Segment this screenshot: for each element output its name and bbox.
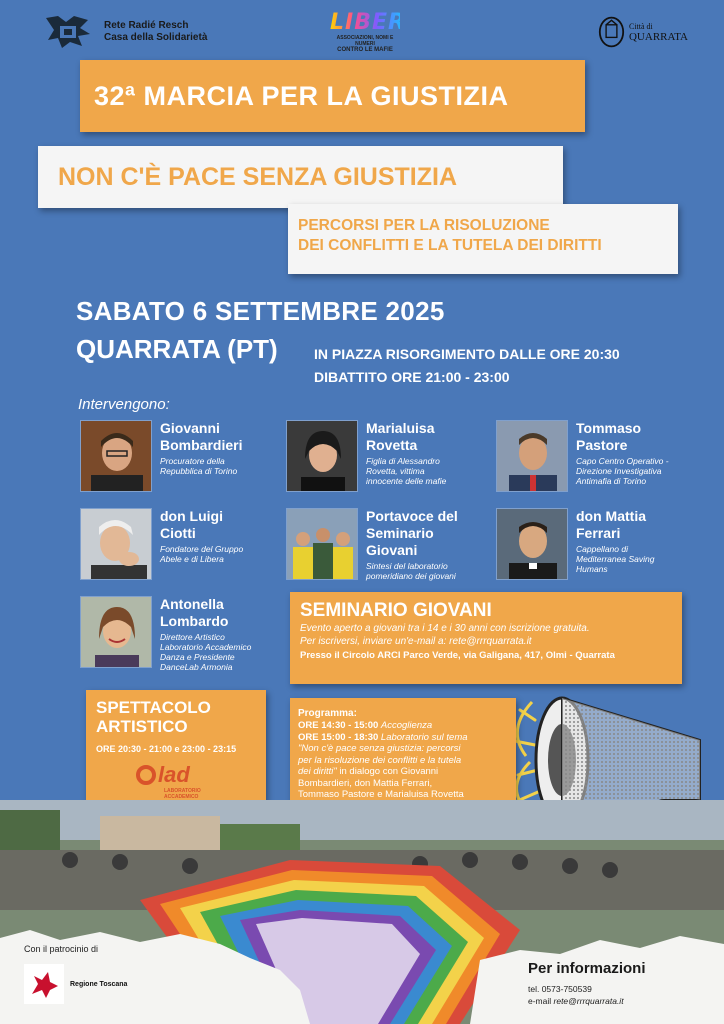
email-link[interactable]: rete@rrrquarrata.it [553,996,624,1006]
speaker-role: Capo Centro Operativo - Direzione Investigativa Antimafia di Torino [576,456,669,486]
speaker-photo [496,420,568,492]
seminar-location: Presso il Circolo ARCI Parco Verde, via Galigana, 417, Olmi - Quarrata [300,650,615,661]
regione-text: Regione Toscana [70,980,128,988]
speaker-name: don Luigi Ciotti [160,508,223,541]
info-email: e-mail rete@rrrquarrata.it [528,996,624,1006]
speaker-card [80,596,285,672]
portrait-image [81,421,152,492]
portrait-image [497,421,568,492]
programma-title: Programma: [298,708,357,719]
rrr-line2: Casa della Solidarietà [104,32,208,43]
speaker-photo [496,508,568,580]
show-title-line2: ARTISTICO [96,717,188,736]
programma-row-cont: dei diritti" in dialogo con Giovanni [298,766,439,777]
programma-row-cont: per la risoluzione dei conflitti e la tutela [298,754,462,766]
title-band-1 [80,60,585,132]
speaker-role: Sintesi del laboratorio pomeridiano dei giovani [366,561,456,581]
libera-logo [330,10,424,54]
regione-toscana-logo [24,962,134,1006]
info-tel: tel. 0573-750539 [528,984,592,994]
speaker-name: Portavoce del Seminario Giovani [366,508,458,558]
libera-wordmark: LIBERA [330,10,424,35]
seminar-title: SEMINARIO GIOVANI [300,600,492,621]
libera-sub1: ASSOCIAZIONI, NOMI E NUMERI [336,35,394,47]
quarrata-line1: Città di [628,22,653,31]
speaker-card [80,420,285,492]
info-title: Per informazioni [528,960,646,977]
quarrata-seal-icon [598,14,625,50]
speaker-name: don Mattia Ferrari [576,508,646,541]
title-band-2 [38,146,563,208]
event-debate-time: DIBATTITO ORE 21:00 - 23:00 [314,369,510,385]
speaker-name: Tommaso Pastore [576,420,642,453]
seminario-giovani-box [290,592,682,684]
speaker-role: Direttore Artistico Laboratorio Accademico Danza e Presidente DanceLab Armonia [160,632,252,672]
spettacolo-box [86,690,266,810]
speaker-card [286,420,491,492]
subtitle-line1: PERCORSI PER LA RISOLUZIONE [298,217,550,234]
portrait-image [81,597,152,668]
speaker-card [496,508,701,580]
title-non-ce-pace: NON C'È PACE SENZA GIUSTIZIA [58,162,458,191]
lad-wordmark: lad [158,762,190,787]
event-city: QUARRATA (PT) [76,334,278,364]
speaker-card [80,508,285,580]
seminar-line1: Evento aperto a giovani tra i 14 e i 30 anni con iscrizione gratuita. [300,623,590,634]
speaker-photo [286,508,358,580]
seminar-line2: Per iscriversi, inviare un'e-mail a: rete@rrrquarrata.it [300,636,532,647]
speaker-name: Antonella Lombardo [160,596,229,629]
group-photo-image [287,509,358,580]
title-band-3 [288,204,678,274]
portrait-image [497,509,568,580]
rete-radie-resch-logo [44,12,244,52]
citta-quarrata-logo [598,12,688,52]
portrait-image [287,421,358,492]
lad-subtitle: LABORATORIO ACCADEMICO [164,788,201,800]
speaker-card [496,420,701,492]
libera-sub2: CONTRO LE MAFIE [337,47,393,53]
speaker-photo [80,508,152,580]
speaker-role: Figlia di Alessandro Rovetta, vittima innocente delle mafie [366,456,447,486]
lad-ring-icon [136,765,156,785]
rrr-line1: Rete Radié Resch [104,20,189,31]
speaker-role: Procuratore della Repubblica di Torino [160,456,238,476]
programma-row-cont: "Non c'è pace senza giustizia: percorsi [298,743,461,754]
title-marcia: 32ª MARCIA PER LA GIUSTIZIA [94,80,509,111]
subtitle-line2: DEI CONFLITTI E LA TUTELA DEI DIRITTI [298,237,602,254]
speakers-heading: Intervengono: [78,396,170,413]
speaker-name: Giovanni Bombardieri [160,420,243,453]
show-times: ORE 20:30 - 21:00 e 23:00 - 23:15 [96,744,237,754]
event-date: SABATO 6 SETTEMBRE 2025 [76,296,445,326]
speaker-photo [286,420,358,492]
event-place: IN PIAZZA RISORGIMENTO DALLE ORE 20:30 [314,346,620,362]
speaker-photo [80,420,152,492]
lad-logo [136,762,256,788]
quarrata-line2: QUARRATA [628,31,688,43]
speaker-role: Fondatore del Gruppo Abele e di Libera [160,544,244,564]
speaker-photo [80,596,152,668]
rrr-emblem-icon [44,14,94,50]
portrait-image [81,509,152,580]
patrocinio-label: Con il patrocinio di [24,944,99,954]
programma-row: ORE 14:30 - 15:00 Accoglienza [298,720,433,731]
speaker-role: Cappellano di Mediterranea Saving Humans [576,544,655,574]
programma-row-cont: Bombardieri, don Mattia Ferrari, [298,777,433,789]
pegasus-icon [24,964,64,1004]
speaker-name: Marialuisa Rovetta [366,420,435,453]
programma-row-cont: Tommaso Pastore e Marialuisa Rovetta [298,789,464,800]
show-title-line1: SPETTACOLO [96,698,211,717]
speaker-card [286,508,491,581]
programma-row: ORE 15:00 - 18:30 Laboratorio sul tema [298,731,468,743]
